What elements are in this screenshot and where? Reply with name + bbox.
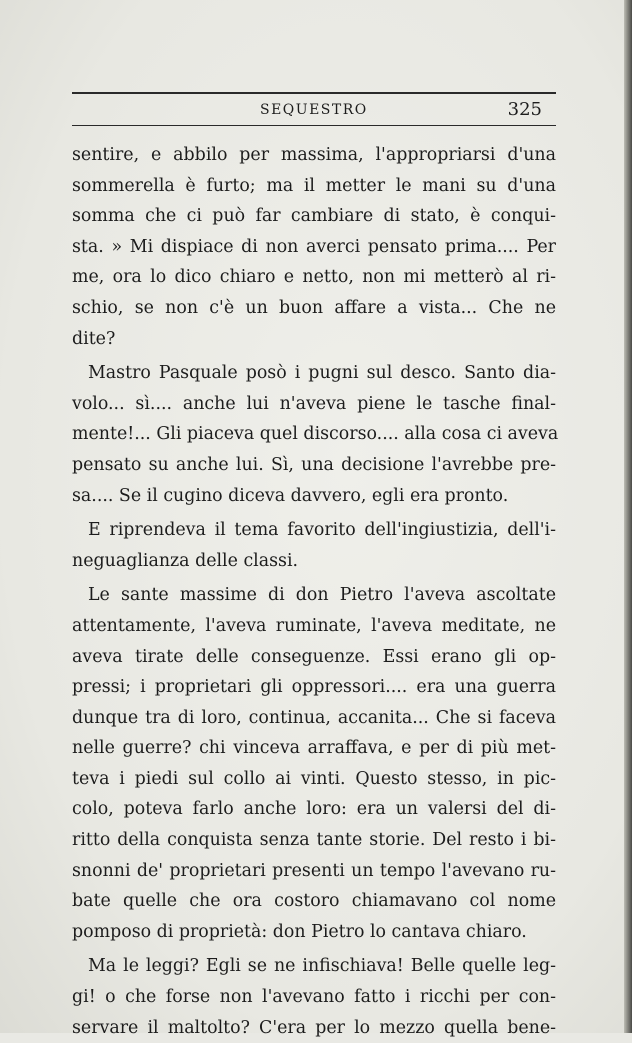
text-line: schio, se non c'è un buon affare a vista... Che ne [72, 297, 556, 318]
text-line: sta. » Mi dispiace di non averci pensato prima.... Per [72, 236, 556, 257]
page-number: 325 [507, 99, 542, 120]
text-line: servare il maltolto? C'era per lo mezzo quella bene- [72, 1017, 556, 1038]
text-line: Mastro Pasquale posò i pugni sul desco. Santo dia- [88, 363, 556, 384]
text-line: bate quelle che ora costoro chiamavano col nome [72, 891, 556, 912]
paragraph [72, 951, 556, 1043]
text-line: sommerella è furto; ma il metter le mani su d'una [72, 175, 556, 196]
text-line: Ma le leggi? Egli se ne infischiava! Belle quelle leg- [88, 956, 556, 977]
text-line: pomposo di proprietà: don Pietro lo cantava chiaro. [72, 921, 527, 942]
text-line: sentire, e abbilo per massima, l'appropriarsi d'una [72, 145, 556, 165]
text-line: dite? [72, 328, 116, 349]
text-line: pressi; i proprietari gli oppressori.... era una guerra [72, 677, 556, 698]
paragraph [72, 580, 556, 947]
text-line: neguaglianza delle classi. [72, 550, 299, 571]
paragraph [72, 515, 556, 576]
text-line: nelle guerre? chi vinceva arraffava, e per di più met- [72, 738, 556, 759]
text-line: mente!... Gli piaceva quel discorso.... alla cosa ci aveva [72, 424, 559, 445]
text-line: somma che ci può far cambiare di stato, è conqui- [72, 206, 556, 227]
text-line: pensato su anche lui. Sì, una decisione l'avrebbe pre- [72, 454, 556, 475]
paragraph [72, 358, 559, 511]
text-line: gi! o che forse non l'avevano fatto i ricchi per con- [72, 987, 556, 1008]
text-line: ritto della conquista senza tante storie. Del resto i bi- [72, 830, 556, 851]
text-line: colo, poteva farlo anche loro: era un valersi del di- [72, 799, 556, 820]
body-text [72, 140, 559, 1043]
text-line: aveva tirate delle conseguenze. Essi erano gli op- [72, 646, 556, 667]
running-title: SEQUESTRO [260, 102, 368, 118]
text-line: Le sante massime di don Pietro l'aveva ascoltate [88, 585, 556, 606]
running-header [72, 100, 556, 124]
top-rule [72, 92, 556, 94]
text-line: me, ora lo dico chiaro e netto, non mi metterò al ri- [72, 267, 556, 288]
text-line: sa.... Se il cugino diceva davvero, egli era pronto. [72, 485, 509, 506]
text-line: volo... sì.... anche lui n'aveva piene le tasche final- [72, 393, 556, 414]
page-edge-shadow [624, 0, 632, 1033]
text-line: snonni de' proprietari presenti un tempo l'avevano ru- [72, 860, 556, 881]
text-line: teva i piedi sul collo ai vinti. Questo stesso, in pic- [72, 768, 556, 789]
text-line: dunque tra di loro, continua, accanita... Che si faceva [72, 707, 556, 728]
text-line: attentamente, l'aveva ruminate, l'aveva meditate, ne [72, 615, 556, 636]
header-rule [72, 125, 556, 126]
text-line: E riprendeva il tema favorito dell'ingiustizia, dell'i- [88, 520, 556, 541]
paragraph [72, 140, 556, 354]
